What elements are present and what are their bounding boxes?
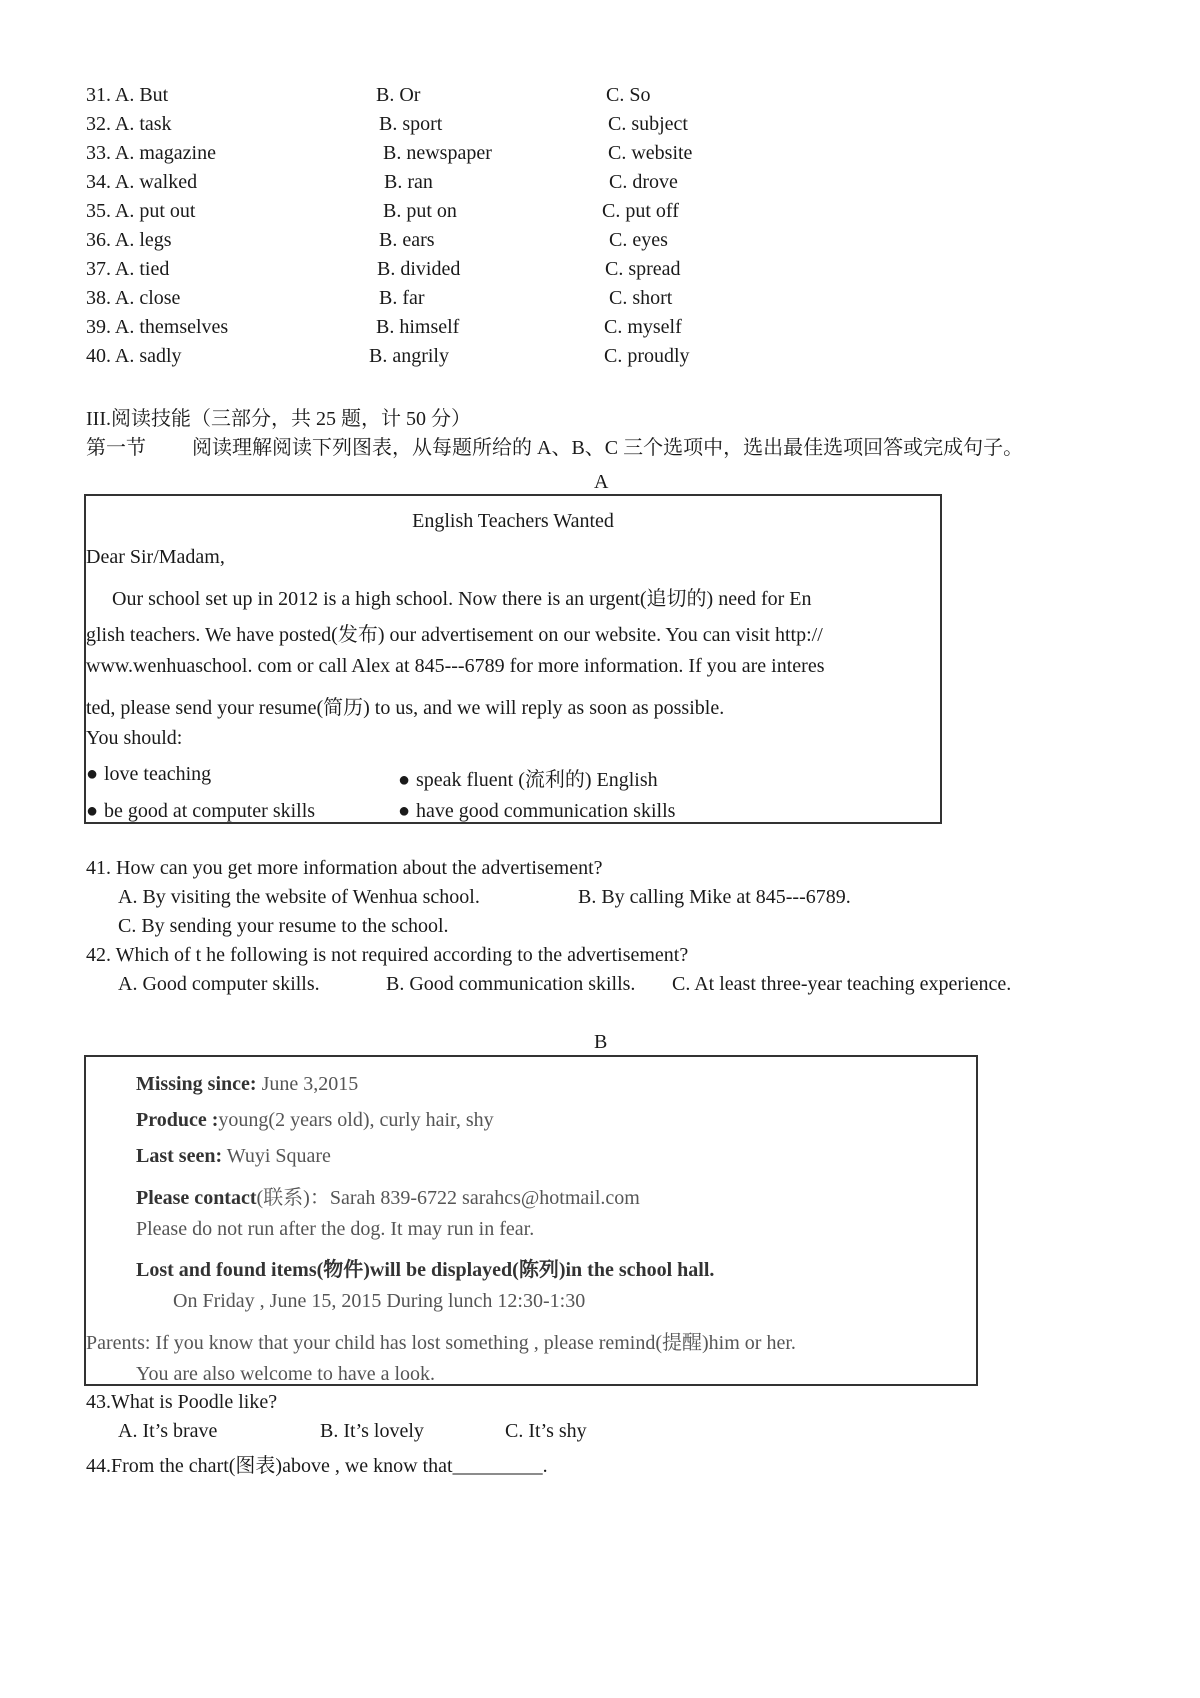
produce-line <box>136 1109 494 1132</box>
missing-label: Missing since: <box>136 1073 257 1095</box>
question-stem: 42. Which of t he following is not required according to the advertisement? <box>86 944 689 966</box>
ad-line: ted, please send your resume(简历) to us, and we will reply as soon as possible. <box>86 697 725 719</box>
option-c: C. eyes <box>609 229 668 251</box>
requirement-item <box>398 800 675 823</box>
option-c: C. proudly <box>604 345 690 367</box>
ad-should-label: You should: <box>86 727 183 749</box>
answer-a[interactable]: A. Good computer skills. <box>118 973 320 995</box>
option-c: C. So <box>606 84 651 106</box>
ad-line: Our school set up in 2012 is a high school. Now there is an urgent(追切的) need for En <box>112 588 812 610</box>
passage-a-label: A <box>594 471 609 493</box>
option-a: 36. A. legs <box>86 229 172 251</box>
option-c: C. short <box>609 287 673 309</box>
answer-b[interactable]: B. By calling Mike at 845---6789. <box>578 886 851 908</box>
option-a: 34. A. walked <box>86 171 198 193</box>
requirement-item <box>398 763 658 792</box>
answer-b[interactable]: B. It’s lovely <box>320 1420 424 1442</box>
ad-greeting: Dear Sir/Madam, <box>86 546 225 568</box>
option-a: 35. A. put out <box>86 200 196 222</box>
answer-c[interactable]: C. At least three-year teaching experience. <box>672 973 1012 995</box>
welcome-line: You are also welcome to have a look. <box>136 1363 436 1385</box>
passage-b-label: B <box>594 1031 608 1053</box>
bullet-icon: ● <box>398 769 411 791</box>
bullet-icon: ● <box>398 800 411 822</box>
option-b: B. Or <box>376 84 421 106</box>
answer-a[interactable]: A. By visiting the website of Wenhua school. <box>118 886 480 908</box>
question-stem: 44.From the chart(图表)above , we know that_________. <box>86 1455 548 1477</box>
option-c: C. drove <box>609 171 678 193</box>
part-label: 第一节 <box>86 437 146 459</box>
seen-line <box>136 1145 331 1168</box>
requirement-text: be good at computer skills <box>104 800 316 822</box>
requirement-text: speak fluent (流利的) English <box>416 769 658 791</box>
option-b: B. angrily <box>369 345 449 367</box>
passage-b-box <box>84 1055 978 1386</box>
requirement-text: have good communication skills <box>416 800 676 822</box>
option-b: B. divided <box>377 258 461 280</box>
answer-c[interactable]: C. It’s shy <box>505 1420 587 1442</box>
option-a: 37. A. tied <box>86 258 170 280</box>
section-heading: III.阅读技能（三部分，共 25 题，计 50 分） <box>86 408 471 430</box>
lost-found-line: Lost and found items(物件)will be displayed(陈列)in the school hall. <box>136 1259 715 1281</box>
option-b: B. sport <box>379 113 443 135</box>
ad-title: English Teachers Wanted <box>412 510 614 532</box>
option-b: B. ran <box>384 171 433 193</box>
contact-line <box>136 1181 640 1210</box>
option-c: C. website <box>608 142 693 164</box>
parents-line: Parents: If you know that your child has lost something , please remind(提醒)him or her. <box>86 1332 796 1354</box>
warning-line: Please do not run after the dog. It may run in fear. <box>136 1218 535 1240</box>
bullet-icon: ● <box>86 763 99 785</box>
answer-c[interactable]: C. By sending your resume to the school. <box>118 915 449 937</box>
question-stem: 43.What is Poodle like? <box>86 1391 278 1413</box>
option-a: 33. A. magazine <box>86 142 216 164</box>
option-b: B. put on <box>383 200 457 222</box>
seen-value: Wuyi Square <box>222 1145 331 1167</box>
requirement-text: love teaching <box>104 763 212 785</box>
seen-label: Last seen: <box>136 1145 223 1167</box>
passage-a-box <box>84 494 942 824</box>
date-line: On Friday , June 15, 2015 During lunch 12:30-1:30 <box>173 1290 586 1312</box>
answer-b[interactable]: B. Good communication skills. <box>386 973 636 995</box>
missing-line <box>136 1073 358 1096</box>
option-b: B. ears <box>379 229 435 251</box>
bullet-icon: ● <box>86 800 99 822</box>
option-a: 38. A. close <box>86 287 181 309</box>
option-c: C. subject <box>608 113 688 135</box>
option-a: 40. A. sadly <box>86 345 182 367</box>
option-c: C. put off <box>602 200 679 222</box>
option-c: C. spread <box>605 258 681 280</box>
option-b: B. far <box>379 287 425 309</box>
option-a: 39. A. themselves <box>86 316 229 338</box>
produce-value: young(2 years old), curly hair, shy <box>218 1109 494 1131</box>
option-b: B. newspaper <box>383 142 492 164</box>
option-c: C. myself <box>604 316 682 338</box>
contact-value: (联系)：Sarah 839-6722 sarahcs@hotmail.com <box>256 1187 640 1209</box>
produce-label: Produce : <box>136 1109 219 1131</box>
contact-label: Please contact <box>136 1187 257 1209</box>
requirement-item <box>86 763 211 786</box>
part-instruction: 阅读理解阅读下列图表，从每题所给的 A、B、C 三个选项中，选出最佳选项回答或完成句子。 <box>192 437 1024 459</box>
option-b: B. himself <box>376 316 460 338</box>
question-stem: 41. How can you get more information about the advertisement? <box>86 857 603 879</box>
ad-line: www.wenhuaschool. com or call Alex at 845---6789 for more information. If you are interes <box>86 655 825 677</box>
ad-line: glish teachers. We have posted(发布) our advertisement on our website. You can visit http:// <box>86 624 823 646</box>
option-a: 31. A. But <box>86 84 169 106</box>
missing-value: June 3,2015 <box>256 1073 359 1095</box>
option-a: 32. A. task <box>86 113 172 135</box>
requirement-item <box>86 800 315 823</box>
answer-a[interactable]: A. It’s brave <box>118 1420 218 1442</box>
